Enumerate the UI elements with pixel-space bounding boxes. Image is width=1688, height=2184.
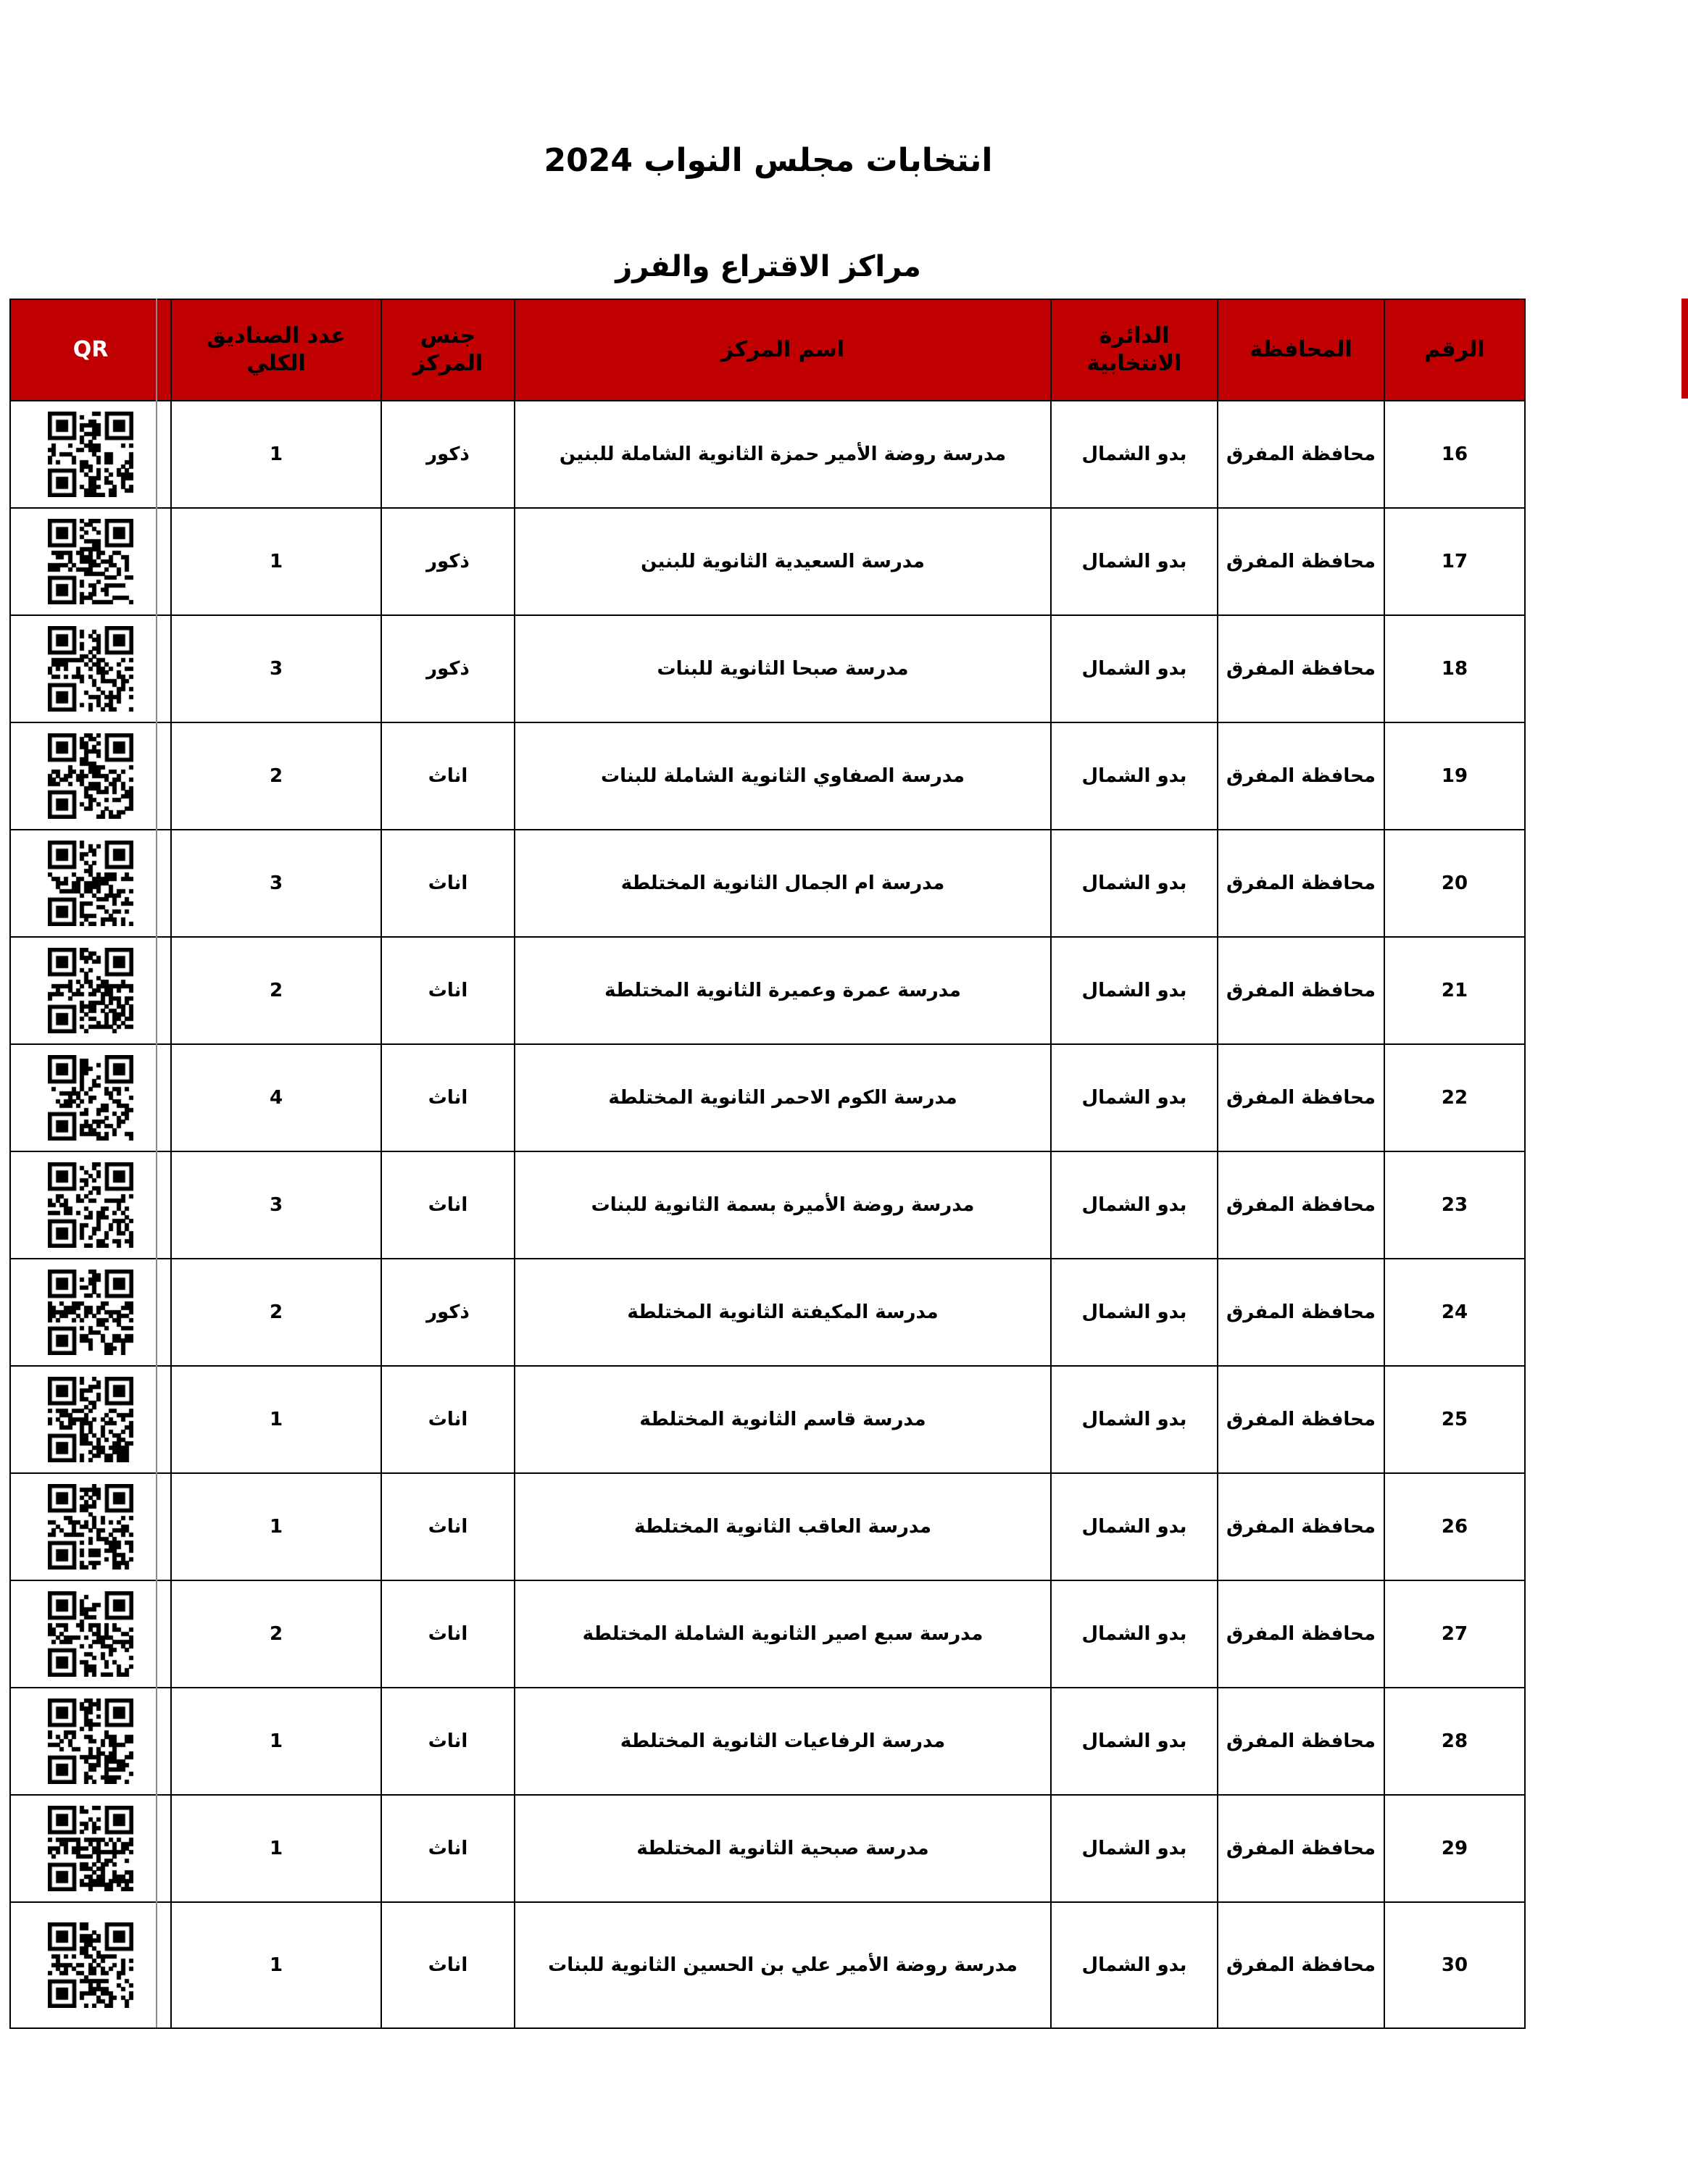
cell-district: بدو الشمال [1051,615,1218,722]
qr-code-icon [48,841,133,926]
cell-number: 23 [1384,1151,1525,1259]
cell-qr [10,1473,171,1580]
cell-district: بدو الشمال [1051,1902,1218,2028]
cell-total-boxes: 1 [171,401,381,508]
cell-number: 26 [1384,1473,1525,1580]
cell-total-boxes: 1 [171,1688,381,1795]
table-row [10,937,1525,1044]
table-row [10,722,1525,830]
table-row [10,1473,1525,1580]
cell-qr [10,1795,171,1902]
cell-qr [10,1902,171,2028]
cell-district: بدو الشمال [1051,1580,1218,1688]
cell-center-gender: ذكور [381,508,515,615]
cell-center-gender: اناث [381,1473,515,1580]
qr-code-icon [48,412,133,497]
cell-number: 18 [1384,615,1525,722]
cell-district: بدو الشمال [1051,1366,1218,1473]
cell-governorate: محافظة المفرق [1218,937,1384,1044]
cell-district: بدو الشمال [1051,937,1218,1044]
cell-district: بدو الشمال [1051,722,1218,830]
cell-qr [10,1580,171,1688]
cell-total-boxes: 1 [171,1473,381,1580]
cell-qr [10,1044,171,1151]
cell-center-gender: اناث [381,937,515,1044]
cell-governorate: محافظة المفرق [1218,722,1384,830]
qr-code-icon [48,1055,133,1141]
cell-district: بدو الشمال [1051,1151,1218,1259]
cell-number: 17 [1384,508,1525,615]
qr-code-icon [48,1162,133,1248]
cell-center-name: مدرسة روضة الأميرة بسمة الثانوية للبنات [515,1151,1051,1259]
cell-total-boxes: 1 [171,1902,381,2028]
cell-qr [10,1688,171,1795]
table-row [10,1688,1525,1795]
qr-code-icon [48,1484,133,1570]
cell-center-gender: ذكور [381,401,515,508]
cell-total-boxes: 2 [171,1259,381,1366]
table-row [10,508,1525,615]
cell-governorate: محافظة المفرق [1218,1259,1384,1366]
cell-qr [10,830,171,937]
qr-code-icon [48,626,133,712]
page-subtitle: مراكز الاقتراع والفرز [615,250,921,283]
cell-total-boxes: 3 [171,830,381,937]
header-center-name: اسم المركز [515,299,1051,401]
cell-center-name: مدرسة الرفاعيات الثانوية المختلطة [515,1688,1051,1795]
table-left-edge-line [156,299,157,2027]
cell-total-boxes: 1 [171,508,381,615]
table-row [10,830,1525,937]
table-row [10,1259,1525,1366]
cell-center-name: مدرسة الكوم الاحمر الثانوية المختلطة [515,1044,1051,1151]
qr-code-icon [48,519,133,604]
cell-total-boxes: 1 [171,1366,381,1473]
cell-center-name: مدرسة ام الجمال الثانوية المختلطة [515,830,1051,937]
cell-center-name: مدرسة روضة الأمير علي بن الحسين الثانوية للبنات [515,1902,1051,2028]
cell-center-name: مدرسة صبحا الثانوية للبنات [515,615,1051,722]
cell-center-gender: ذكور [381,1259,515,1366]
cell-center-gender: اناث [381,830,515,937]
cell-total-boxes: 4 [171,1044,381,1151]
cell-governorate: محافظة المفرق [1218,1366,1384,1473]
cell-number: 25 [1384,1366,1525,1473]
cell-governorate: محافظة المفرق [1218,1902,1384,2028]
cell-center-name: مدرسة قاسم الثانوية المختلطة [515,1366,1051,1473]
header-number: الرقم [1384,299,1525,401]
polling-centers-table [9,299,1526,2029]
cell-center-name: مدرسة عمرة وعميرة الثانوية المختلطة [515,937,1051,1044]
cell-total-boxes: 3 [171,1151,381,1259]
cell-district: بدو الشمال [1051,1688,1218,1795]
cell-number: 20 [1384,830,1525,937]
cell-number: 19 [1384,722,1525,830]
cell-number: 29 [1384,1795,1525,1902]
table-row [10,1902,1525,2028]
cell-governorate: محافظة المفرق [1218,1795,1384,1902]
cell-center-name: مدرسة العاقب الثانوية المختلطة [515,1473,1051,1580]
header-qr: QR [10,299,171,401]
cell-center-gender: اناث [381,1580,515,1688]
cell-center-gender: اناث [381,1044,515,1151]
cell-total-boxes: 2 [171,1580,381,1688]
cell-center-gender: اناث [381,1688,515,1795]
cell-number: 16 [1384,401,1525,508]
cell-district: بدو الشمال [1051,1259,1218,1366]
cell-number: 22 [1384,1044,1525,1151]
header-center-gender: جنس المركز [381,299,515,401]
cell-number: 30 [1384,1902,1525,2028]
qr-code-icon [48,733,133,819]
cell-center-name: مدرسة الصفاوي الثانوية الشاملة للبنات [515,722,1051,830]
cell-governorate: محافظة المفرق [1218,830,1384,937]
header-district: الدائرة الانتخابية [1051,299,1218,401]
header-governorate: المحافظة [1218,299,1384,401]
table-row [10,1795,1525,1902]
cell-qr [10,722,171,830]
cell-total-boxes: 2 [171,722,381,830]
cell-qr [10,1259,171,1366]
cell-district: بدو الشمال [1051,830,1218,937]
cell-district: بدو الشمال [1051,1473,1218,1580]
cell-qr [10,615,171,722]
cell-center-gender: اناث [381,1795,515,1902]
cell-number: 28 [1384,1688,1525,1795]
cell-qr [10,1151,171,1259]
qr-code-icon [48,1377,133,1462]
cell-total-boxes: 2 [171,937,381,1044]
cell-total-boxes: 1 [171,1795,381,1902]
cell-governorate: محافظة المفرق [1218,1151,1384,1259]
cell-center-gender: اناث [381,1151,515,1259]
table-row [10,1366,1525,1473]
cell-district: بدو الشمال [1051,1044,1218,1151]
cell-governorate: محافظة المفرق [1218,508,1384,615]
qr-code-icon [48,948,133,1033]
cell-center-name: مدرسة روضة الأمير حمزة الثانوية الشاملة للبنين [515,401,1051,508]
qr-code-icon [48,1699,133,1784]
qr-code-icon [48,1922,133,2008]
cell-qr [10,937,171,1044]
qr-code-icon [48,1270,133,1355]
cell-center-gender: اناث [381,1366,515,1473]
cell-total-boxes: 3 [171,615,381,722]
cell-center-name: مدرسة سبع اصير الثانوية الشاملة المختلطة [515,1580,1051,1688]
qr-code-icon [48,1591,133,1677]
page-title: انتخابات مجلس النواب 2024 [544,142,993,179]
cell-number: 24 [1384,1259,1525,1366]
cell-governorate: محافظة المفرق [1218,401,1384,508]
table-header-row [10,299,1525,401]
cell-qr [10,508,171,615]
table-row [10,1580,1525,1688]
cell-district: بدو الشمال [1051,401,1218,508]
cell-governorate: محافظة المفرق [1218,615,1384,722]
cell-center-name: مدرسة المكيفتة الثانوية المختلطة [515,1259,1051,1366]
cell-district: بدو الشمال [1051,508,1218,615]
cell-governorate: محافظة المفرق [1218,1473,1384,1580]
cell-district: بدو الشمال [1051,1795,1218,1902]
cell-number: 27 [1384,1580,1525,1688]
cell-center-name: مدرسة السعيدية الثانوية للبنين [515,508,1051,615]
table-row [10,615,1525,722]
table-row [10,1151,1525,1259]
cell-number: 21 [1384,937,1525,1044]
cell-center-name: مدرسة صبحية الثانوية المختلطة [515,1795,1051,1902]
qr-code-icon [48,1806,133,1891]
cell-qr [10,401,171,508]
header-right-sliver [1681,299,1688,399]
table-row [10,1044,1525,1151]
cell-governorate: محافظة المفرق [1218,1044,1384,1151]
cell-center-gender: ذكور [381,615,515,722]
header-total-boxes: عدد الصناديق الكلي [171,299,381,401]
cell-governorate: محافظة المفرق [1218,1688,1384,1795]
cell-qr [10,1366,171,1473]
cell-center-gender: اناث [381,1902,515,2028]
cell-center-gender: اناث [381,722,515,830]
cell-governorate: محافظة المفرق [1218,1580,1384,1688]
table-row [10,401,1525,508]
